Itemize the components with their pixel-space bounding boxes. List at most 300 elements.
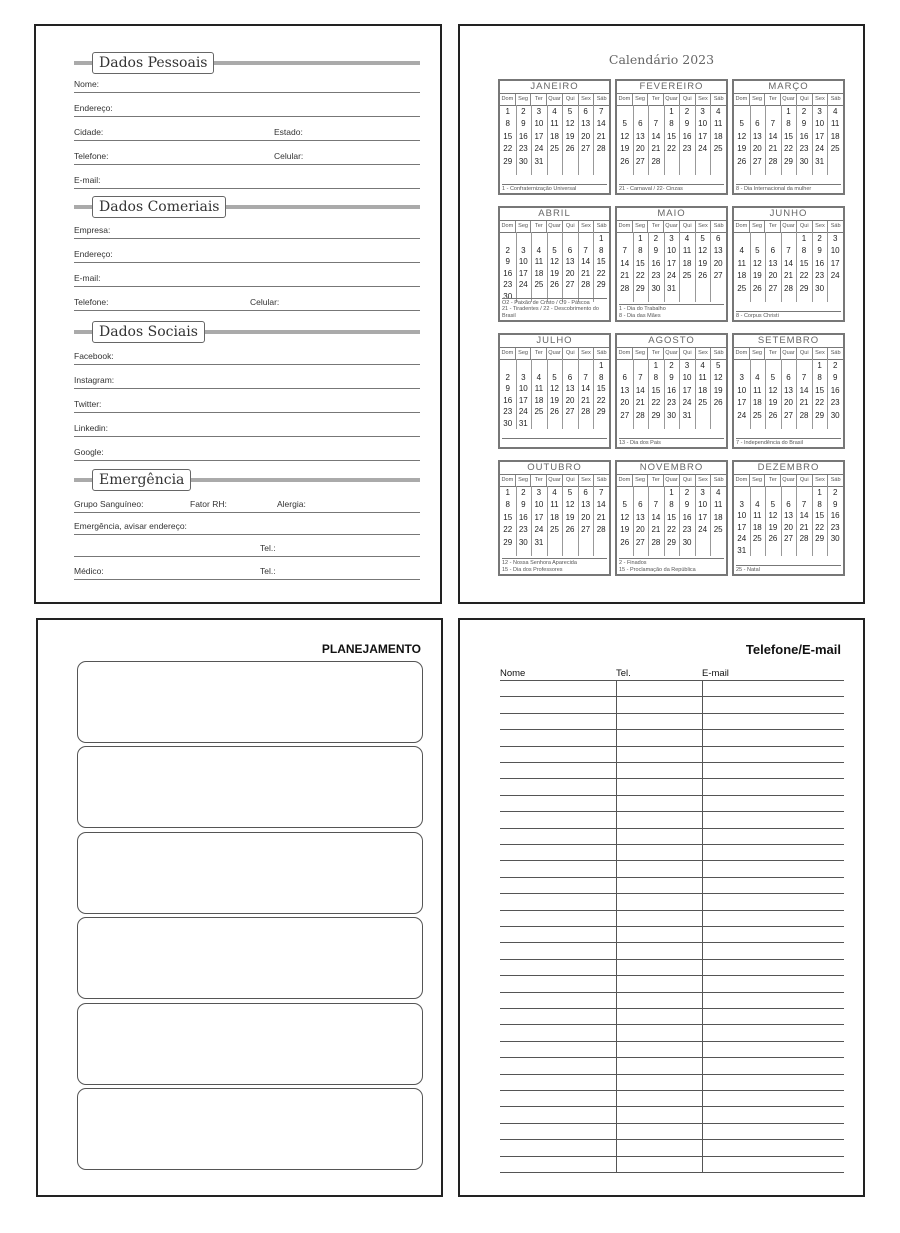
table-row[interactable]	[500, 1041, 844, 1042]
day-number: 14	[784, 258, 793, 268]
grid-line	[547, 359, 548, 429]
table-row[interactable]	[500, 959, 844, 960]
day-number: 2	[817, 234, 822, 243]
day-number: 9	[684, 119, 690, 129]
weekday-label: Ter	[765, 94, 781, 105]
day-number: 24	[815, 144, 825, 154]
weekday-label: Dom	[734, 475, 750, 486]
day-number: 1	[505, 107, 510, 116]
day-number: 22	[784, 144, 793, 154]
planning-box[interactable]	[77, 1088, 423, 1170]
day-number: 21	[581, 268, 591, 278]
holiday-note: 1 - Confraternização Universal	[502, 185, 577, 192]
day-number: 30	[815, 283, 825, 293]
table-row[interactable]	[500, 1090, 844, 1091]
day-number: 20	[768, 271, 778, 281]
holiday-note: 21 - Tiradentes / 22 - Descobrimento do Brasil	[502, 306, 599, 319]
day-number: 21	[768, 144, 778, 154]
day-number: 17	[534, 512, 544, 522]
month-julho	[498, 333, 611, 449]
month-name: JUNHO	[734, 208, 843, 221]
holiday-note: 13 - Dia dos Pais	[619, 439, 661, 446]
day-number: 18	[713, 131, 723, 141]
table-row[interactable]	[500, 942, 844, 943]
day-number: 3	[739, 499, 744, 509]
day-number: 1	[669, 488, 674, 497]
weekday-label: Seg	[750, 221, 766, 232]
holiday-note: 12 - Nossa Senhora Aparecida	[502, 560, 577, 566]
weekday-label: Qui	[680, 348, 696, 359]
day-number: 26	[752, 283, 762, 293]
field-linkedin[interactable]	[74, 416, 420, 437]
day-number: 8	[801, 246, 807, 256]
day-number: 8	[505, 500, 510, 510]
column-divider	[702, 680, 703, 1172]
day-number: 21	[620, 271, 630, 281]
day-number: 20	[620, 398, 630, 408]
day-number: 9	[801, 119, 807, 129]
field-label: Google:	[74, 447, 104, 457]
planning-box[interactable]	[77, 832, 423, 914]
contacts-title: Telefone/E-mail	[745, 642, 841, 657]
day-number: 29	[815, 534, 825, 543]
day-number: 1	[817, 361, 822, 370]
field-empresa[interactable]	[74, 218, 420, 239]
holiday-note: 21 - Carnaval / 22- Cinzas	[619, 185, 683, 192]
day-number: 25	[550, 525, 559, 535]
table-row[interactable]	[500, 877, 844, 878]
table-row[interactable]	[500, 746, 844, 747]
day-number: 10	[698, 119, 708, 129]
holiday-note: 15 - Dia dos Professores	[502, 566, 563, 573]
table-row[interactable]	[500, 828, 844, 829]
planning-box[interactable]	[77, 917, 423, 999]
day-number: 12	[713, 373, 723, 383]
day-grid	[734, 359, 843, 429]
weekday-label: Sex	[813, 94, 829, 105]
day-number: 23	[518, 525, 528, 535]
day-number: 23	[651, 271, 661, 281]
day-number: 13	[620, 385, 630, 395]
holiday-notes	[502, 558, 607, 573]
day-number: 6	[583, 107, 588, 116]
field-medico[interactable]	[74, 559, 420, 580]
weekday-label: Ter	[648, 221, 664, 232]
day-number: 9	[505, 384, 510, 393]
day-number: 17	[698, 512, 708, 522]
month-name: MARÇO	[734, 81, 843, 94]
weekday-label: Dom	[734, 94, 750, 105]
day-number: 21	[651, 144, 661, 154]
day-number: 14	[799, 511, 809, 520]
day-number: 15	[651, 385, 661, 395]
day-number: 5	[715, 361, 721, 370]
month-setembro	[732, 333, 845, 449]
day-number: 1	[598, 361, 604, 370]
day-number: 21	[799, 398, 809, 408]
day-number: 29	[799, 283, 809, 293]
table-row[interactable]	[500, 844, 844, 845]
day-number: 28	[596, 525, 606, 535]
weekday-label: Seg	[750, 348, 766, 359]
day-number: 2	[505, 372, 510, 382]
month-name: ABRIL	[500, 208, 609, 221]
day-number: 24	[534, 525, 544, 535]
weekday-label: Sáb	[830, 477, 841, 483]
table-row[interactable]	[500, 1057, 844, 1058]
table-row[interactable]	[500, 1172, 844, 1173]
field-telefone-celular-comercial[interactable]	[74, 290, 420, 311]
day-number: 9	[832, 499, 838, 509]
day-number: 3	[536, 107, 542, 116]
field-tel-emergencia[interactable]	[74, 536, 420, 557]
day-number: 11	[737, 258, 746, 268]
day-number: 19	[550, 395, 559, 405]
weekday-label: Sáb	[713, 223, 724, 229]
table-row[interactable]	[500, 1024, 844, 1025]
weekday-label: Qui	[797, 475, 813, 486]
day-number: 25	[752, 534, 762, 543]
day-number: 23	[830, 398, 840, 408]
weekday-label: Sáb	[596, 223, 607, 229]
day-number: 18	[550, 512, 559, 522]
planning-box[interactable]	[77, 746, 423, 828]
table-row[interactable]	[500, 762, 844, 763]
day-number: 29	[651, 410, 661, 420]
day-number: 19	[698, 258, 708, 268]
holiday-notes	[619, 304, 724, 319]
day-number: 5	[739, 119, 744, 129]
day-number: 9	[817, 246, 822, 256]
day-number: 5	[755, 246, 760, 256]
day-number: 21	[784, 271, 793, 281]
day-number: 3	[684, 361, 690, 370]
field-endereco[interactable]	[74, 96, 420, 117]
day-number: 20	[635, 525, 645, 535]
holiday-note: 8 - Dia Internacional da mulher	[736, 185, 812, 192]
day-number: 24	[534, 144, 544, 154]
day-number: 7	[653, 500, 659, 510]
day-number: 8	[817, 499, 822, 509]
weekday-label: Seg	[516, 94, 532, 105]
day-number: 4	[832, 107, 838, 116]
day-number: 9	[669, 373, 674, 383]
day-number: 6	[567, 245, 573, 255]
section-dados-comerciais	[74, 196, 420, 218]
weekday-label: Seg	[633, 348, 649, 359]
weekday-label: Sex	[813, 221, 829, 232]
month-janeiro	[498, 79, 611, 195]
holiday-note: O2 - Paixão de Cristo / O9 - Páscoa	[502, 299, 590, 306]
weekday-label: Dom	[734, 221, 750, 232]
day-number: 4	[715, 107, 721, 116]
table-row[interactable]	[500, 1123, 844, 1124]
day-number: 25	[830, 144, 840, 154]
day-number: 21	[596, 131, 606, 141]
weekday-label: Seg	[750, 475, 766, 486]
table-row[interactable]	[500, 696, 844, 697]
day-number: 1	[801, 234, 807, 243]
day-number: 8	[638, 246, 643, 256]
day-number: 23	[815, 271, 825, 281]
table-row[interactable]	[500, 778, 844, 779]
day-number: 4	[536, 372, 542, 382]
day-number: 31	[534, 156, 544, 166]
weekday-label: Qui	[563, 221, 579, 232]
day-number: 17	[518, 395, 528, 405]
field-label: Estado:	[274, 127, 303, 137]
day-number: 7	[801, 499, 807, 509]
day-number: 5	[567, 107, 573, 116]
field-email-comercial[interactable]	[74, 266, 420, 287]
table-row[interactable]	[500, 1106, 844, 1107]
day-number: 11	[682, 246, 692, 256]
weekday-label: Quar	[781, 348, 797, 359]
section-label: Dados Pessoais	[92, 52, 214, 74]
section-dados-sociais	[74, 321, 420, 343]
section-dados-pessoais	[74, 52, 420, 74]
day-number: 17	[815, 131, 825, 141]
month-name: JANEIRO	[500, 81, 609, 94]
day-number: 5	[622, 500, 627, 510]
day-number: 16	[682, 131, 692, 141]
field-facebook[interactable]	[74, 344, 420, 365]
holiday-notes	[502, 184, 607, 193]
weekday-label: Dom	[617, 221, 633, 232]
day-number: 19	[752, 271, 762, 281]
table-row[interactable]	[500, 893, 844, 894]
weekday-label: Sex	[696, 221, 712, 232]
field-label: Instagram:	[74, 375, 115, 385]
day-number: 14	[651, 131, 661, 141]
weekday-label: Sex	[696, 348, 712, 359]
field-endereco-comercial[interactable]	[74, 242, 420, 263]
section-label: Dados Comeriais	[92, 196, 226, 218]
day-number: 13	[635, 512, 645, 522]
month-name: MAIO	[617, 208, 726, 221]
day-number: 2	[801, 107, 807, 116]
weekday-label: Dom	[617, 348, 633, 359]
weekday-label: Ter	[765, 348, 781, 359]
day-number: 24	[667, 271, 676, 281]
weekday-label: Ter	[765, 221, 781, 232]
day-number: 23	[799, 144, 809, 154]
table-row[interactable]	[500, 992, 844, 993]
field-label: Twitter:	[74, 399, 102, 409]
day-number: 10	[667, 246, 676, 256]
day-number: 12	[550, 257, 559, 266]
day-grid	[617, 486, 726, 556]
table-row[interactable]	[500, 811, 844, 812]
day-number: 13	[565, 384, 575, 393]
day-number: 22	[596, 395, 606, 405]
day-number: 14	[581, 384, 591, 393]
day-number: 17	[518, 268, 528, 278]
weekday-label: Sáb	[830, 223, 841, 229]
holiday-note: 8 - Dia das Mães	[619, 312, 661, 319]
day-number: 11	[714, 500, 723, 510]
day-number: 30	[518, 156, 528, 166]
day-number: 28	[768, 156, 778, 166]
field-label: Grupo Sanguíneo:	[74, 499, 144, 509]
day-number: 10	[830, 246, 840, 256]
field-label: Endereço:	[74, 103, 113, 113]
weekday-label: Qui	[680, 475, 696, 486]
day-number: 12	[565, 500, 575, 510]
holiday-notes	[619, 438, 724, 447]
field-twitter[interactable]	[74, 392, 420, 413]
holiday-notes	[619, 558, 724, 573]
planning-box[interactable]	[77, 1003, 423, 1085]
table-row[interactable]	[500, 795, 844, 796]
field-label: Emergência, avisar endereço:	[74, 521, 187, 531]
holiday-note: 7 - Independência do Brasil	[736, 439, 803, 446]
day-grid	[500, 359, 609, 429]
day-number: 7	[598, 488, 604, 497]
day-number: 25	[534, 407, 544, 416]
table-row[interactable]	[500, 729, 844, 730]
holiday-notes	[736, 311, 841, 320]
field-google[interactable]	[74, 440, 420, 461]
month-dezembro	[732, 460, 845, 576]
day-number: 26	[698, 271, 708, 281]
day-number: 4	[552, 107, 557, 116]
weekday-label: Dom	[617, 94, 633, 105]
weekday-label: Quar	[547, 475, 563, 486]
field-cidade-estado[interactable]	[74, 120, 420, 141]
table-row[interactable]	[500, 910, 844, 911]
day-number: 26	[620, 156, 630, 166]
day-number: 12	[768, 511, 778, 520]
day-number: 7	[583, 245, 588, 255]
day-number: 23	[667, 398, 676, 408]
table-row[interactable]	[500, 680, 844, 681]
grid-line	[547, 232, 548, 302]
day-number: 3	[536, 488, 542, 497]
field-telefone-celular[interactable]	[74, 144, 420, 165]
day-number: 24	[698, 144, 708, 154]
day-number: 27	[784, 534, 793, 543]
weekday-label: Ter	[531, 94, 547, 105]
day-number: 20	[752, 144, 762, 154]
day-number: 10	[534, 119, 544, 129]
day-number: 2	[832, 361, 838, 370]
day-number: 25	[752, 410, 762, 420]
day-number: 19	[550, 268, 559, 278]
day-number: 7	[786, 246, 791, 256]
table-row[interactable]	[500, 1008, 844, 1009]
field-label: Celular:	[274, 151, 304, 161]
weekday-label: Sáb	[596, 350, 607, 356]
day-number: 3	[669, 234, 674, 243]
weekday-label: Quar	[664, 348, 680, 359]
day-number: 1	[638, 234, 643, 243]
day-number: 12	[698, 246, 708, 256]
grid-line	[578, 359, 579, 429]
day-number: 2	[832, 488, 838, 497]
weekday-label: Quar	[781, 94, 797, 105]
day-number: 8	[505, 119, 510, 129]
day-number: 16	[682, 512, 692, 522]
column-header-tel: Tel.	[616, 668, 631, 679]
table-row[interactable]	[500, 1139, 844, 1140]
table-row[interactable]	[500, 1074, 844, 1075]
table-row[interactable]	[500, 860, 844, 861]
day-number: 26	[565, 525, 575, 535]
section-label: Dados Sociais	[92, 321, 205, 343]
table-row[interactable]	[500, 926, 844, 927]
day-number: 11	[714, 119, 723, 129]
field-grupo-fator-alergia[interactable]	[74, 492, 420, 513]
holiday-note: 2 - Finados	[619, 560, 647, 566]
field-nome[interactable]	[74, 72, 420, 93]
month-name: SETEMBRO	[734, 335, 843, 348]
day-number: 3	[817, 107, 822, 116]
day-number: 3	[700, 107, 705, 116]
day-number: 12	[620, 512, 630, 522]
day-number: 6	[755, 119, 760, 129]
day-number: 28	[784, 283, 793, 293]
day-number: 18	[752, 398, 762, 408]
day-number: 16	[830, 511, 840, 520]
day-number: 18	[698, 385, 708, 395]
field-avisar-endereco[interactable]	[74, 514, 420, 535]
day-number: 17	[667, 258, 676, 268]
planning-title: PLANEJAMENTO	[321, 642, 421, 656]
table-row[interactable]	[500, 975, 844, 976]
day-number: 20	[565, 395, 575, 405]
day-grid	[734, 486, 843, 556]
day-number: 6	[638, 500, 643, 510]
day-number: 28	[651, 537, 661, 547]
day-number: 16	[815, 258, 825, 268]
field-label: Nome:	[74, 79, 100, 89]
table-row[interactable]	[500, 713, 844, 714]
day-number: 7	[770, 119, 776, 129]
day-number: 26	[737, 156, 747, 166]
day-number: 29	[784, 156, 793, 166]
calendar-title: Calendário 2023	[608, 52, 715, 67]
day-number: 18	[550, 131, 559, 141]
day-number: 16	[651, 258, 661, 268]
grid-line	[781, 486, 782, 556]
day-number: 4	[684, 234, 690, 243]
day-number: 6	[786, 373, 791, 383]
day-grid	[734, 232, 843, 302]
day-number: 9	[684, 500, 690, 510]
day-number: 2	[653, 234, 659, 243]
day-number: 2	[521, 107, 526, 116]
field-email[interactable]	[74, 168, 420, 189]
day-number: 18	[713, 512, 723, 522]
day-number: 11	[698, 373, 707, 383]
day-number: 18	[752, 522, 762, 532]
weekday-label: Sáb	[713, 96, 724, 102]
day-number: 11	[550, 500, 559, 510]
day-grid	[500, 105, 609, 175]
field-instagram[interactable]	[74, 368, 420, 389]
day-number: 14	[768, 131, 778, 141]
day-number: 15	[635, 258, 645, 268]
table-row[interactable]	[500, 1156, 844, 1157]
day-number: 13	[635, 131, 645, 141]
day-number: 27	[565, 407, 575, 416]
day-number: 1	[505, 488, 510, 497]
day-number: 11	[550, 119, 559, 129]
day-number: 8	[817, 373, 822, 383]
weekday-label: Dom	[500, 221, 516, 232]
planning-box[interactable]	[77, 661, 423, 743]
